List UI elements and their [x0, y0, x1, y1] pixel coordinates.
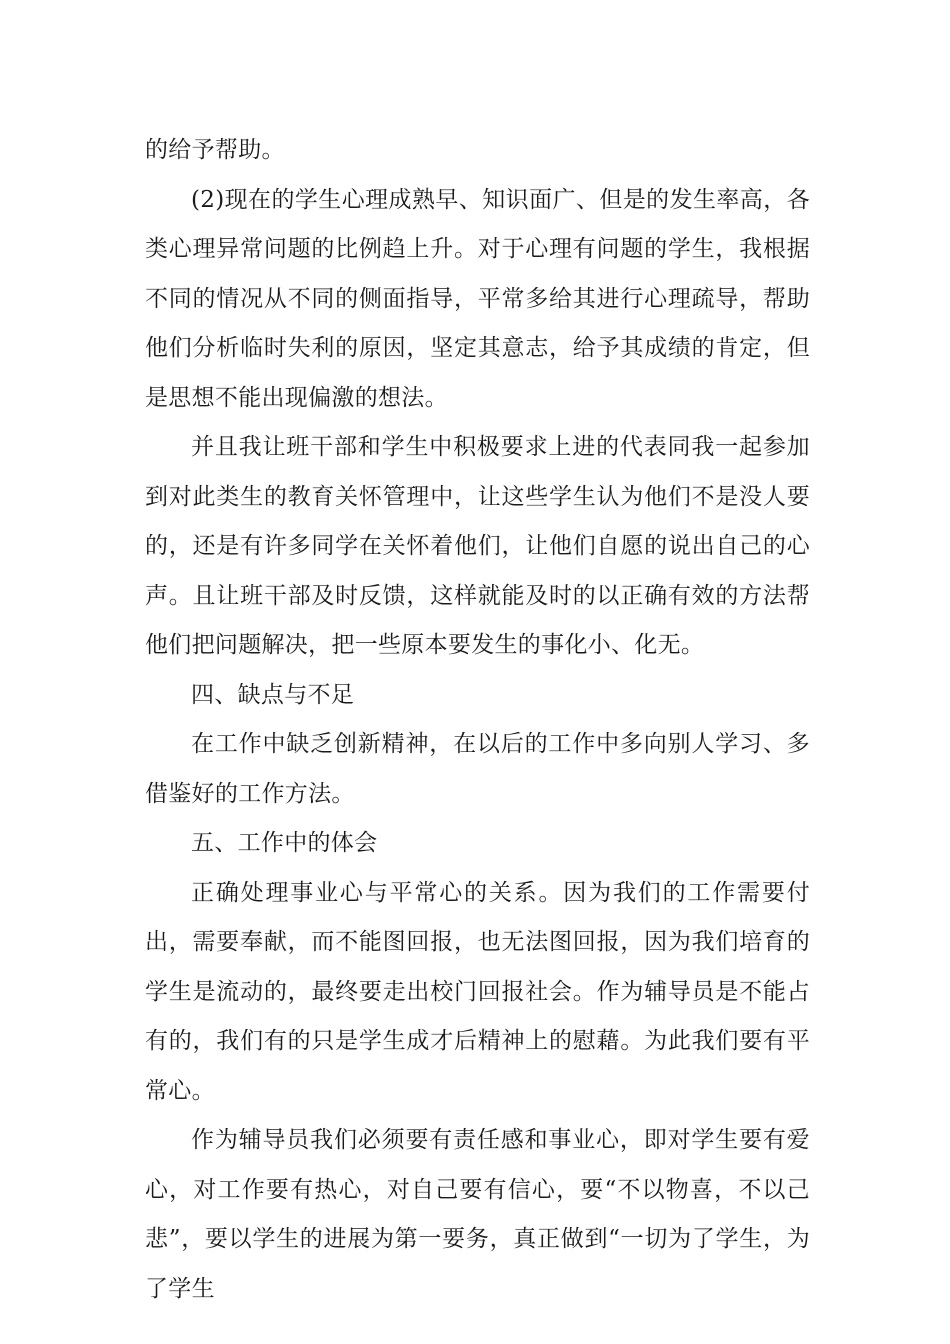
paragraph-continuation: 的给予帮助。: [145, 137, 285, 163]
document-body: [145, 126, 810, 1314]
paragraph-shortcomings: 在工作中缺乏创新精神，在以后的工作中多向别人学习、多借鉴好的工作方法。: [145, 731, 810, 807]
paragraph-class-cadres: 并且我让班干部和学生中积极要求上进的代表同我一起参加到对此类生的教育关怀管理中，让这些学生认为他们不是没人要的，还是有许多同学在关怀着他们，让他们自愿的说出自己的心声。且让班干部及时反馈，这样就能及时的以正确有效的方法帮他们把问题解决，把一些原本要发生的事化小、化无。: [145, 434, 810, 658]
paragraph-responsibility: 作为辅导员我们必须要有责任感和事业心，即对学生要有爱心，对工作要有热心，对自己要有信心，要“不以物喜，不以己悲”，要以学生的进展为第一要务，真正做到“一切为了学生，为了学生: [145, 1127, 810, 1302]
paragraph-ordinary-mind: 正确处理事业心与平常心的关系。因为我们的工作需要付出，需要奉献，而不能图回报，也无法图回报，因为我们培育的学生是流动的，最终要走出校门回报社会。作为辅导员是不能占有的，我们有的只是学生成才后精神上的慰藉。为此我们要有平常心。: [145, 879, 810, 1104]
section-heading-shortcomings: 四、缺点与不足: [191, 681, 355, 708]
section-heading-experience: 五、工作中的体会: [191, 830, 378, 856]
paragraph-psychology: (2)现在的学生心理成熟早、知识面广、但是的发生率高，各类心理异常问题的比例趋上升。对于心理有问题的学生，我根据不同的情况从不同的侧面指导，平常多给其进行心理疏导，帮助他们分析临时失利的原因，坚定其意志，给予其成绩的肯定，但是思想不能出现偏激的想法。: [145, 186, 810, 411]
